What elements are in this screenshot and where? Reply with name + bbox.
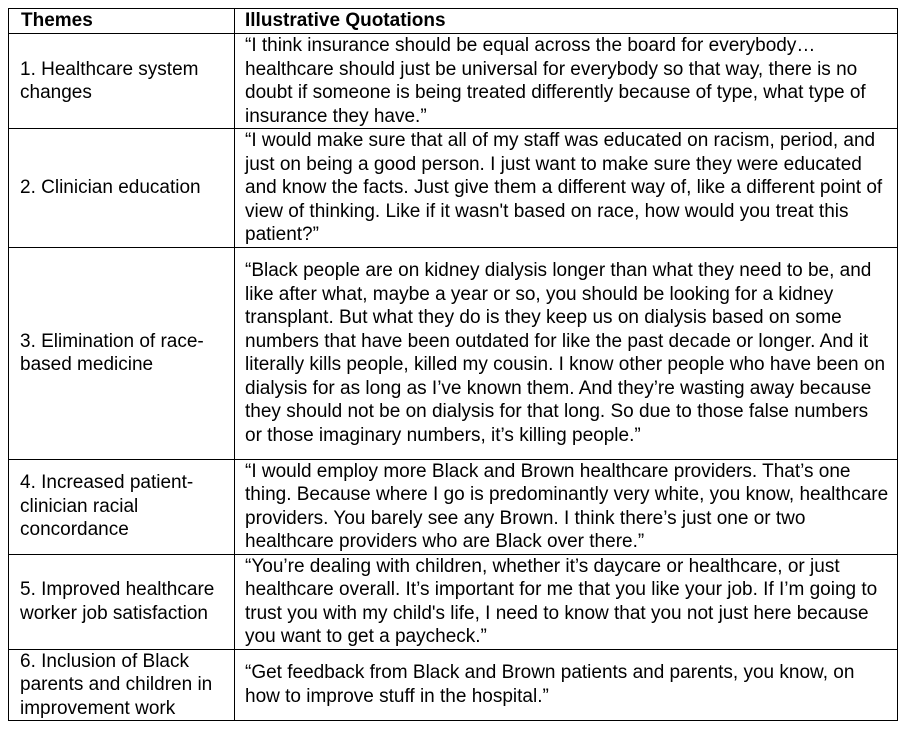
header-themes: Themes [9,9,235,34]
quotation-cell: “I think insurance should be equal across the board for everybody… healthcare should just be universal for everybody so that way, there is no doubt if someone is being treated differently because of type, what type of insurance they have.” [235,34,898,129]
table-row [9,649,898,721]
quotation-cell: “Get feedback from Black and Brown patients and parents, you know, on how to improve stuff in the hospital.” [235,649,898,721]
theme-cell: 5. Improved healthcare worker job satisfaction [9,554,235,649]
table-row [9,34,898,129]
quotation-cell: “I would employ more Black and Brown healthcare providers. That’s one thing. Because where I go is predominantly very white, you know, healthcare providers. You barely see any Brown. I think there’s just one or two healthcare providers who are Black over there.” [235,459,898,554]
theme-cell: 2. Clinician education [9,129,235,248]
quotation-cell: “You’re dealing with children, whether it’s daycare or healthcare, or just healthcare overall. It’s important for me that you like your job. If I’m going to trust you with my child's life, I need to know that you not just here because you want to get a paycheck.” [235,554,898,649]
theme-cell: 6. Inclusion of Black parents and children in improvement work [9,649,235,721]
themes-quotations-table-container [8,8,897,721]
theme-cell: 4. Increased patient-clinician racial concordance [9,459,235,554]
table-row [9,459,898,554]
header-illustrative-quotations: Illustrative Quotations [235,9,898,34]
quotation-cell: “I would make sure that all of my staff was educated on racism, period, and just on being a good person. I just want to make sure they were educated and know the facts. Just give them a different way of, like a different point of view of thinking. Like if it wasn't based on race, how would you treat this patient?” [235,129,898,248]
table-row [9,247,898,459]
quotation-cell: “Black people are on kidney dialysis longer than what they need to be, and like after what, maybe a year or so, you should be looking for a kidney transplant. But what they do is they keep us on dialysis based on some numbers that have been outdated for like the past decade or longer. And it literally kills people, killed my cousin. I know other people who have been on dialysis for as long as I’ve known them. And they’re wasting away because they should not be on dialysis for that long. So due to those false numbers or those imaginary numbers, it’s killing people.” [235,247,898,459]
table-header-row [9,9,898,34]
themes-quotations-table [8,8,898,721]
theme-cell: 1. Healthcare system changes [9,34,235,129]
table-row [9,129,898,248]
table-row [9,554,898,649]
theme-cell: 3. Elimination of race-based medicine [9,247,235,459]
